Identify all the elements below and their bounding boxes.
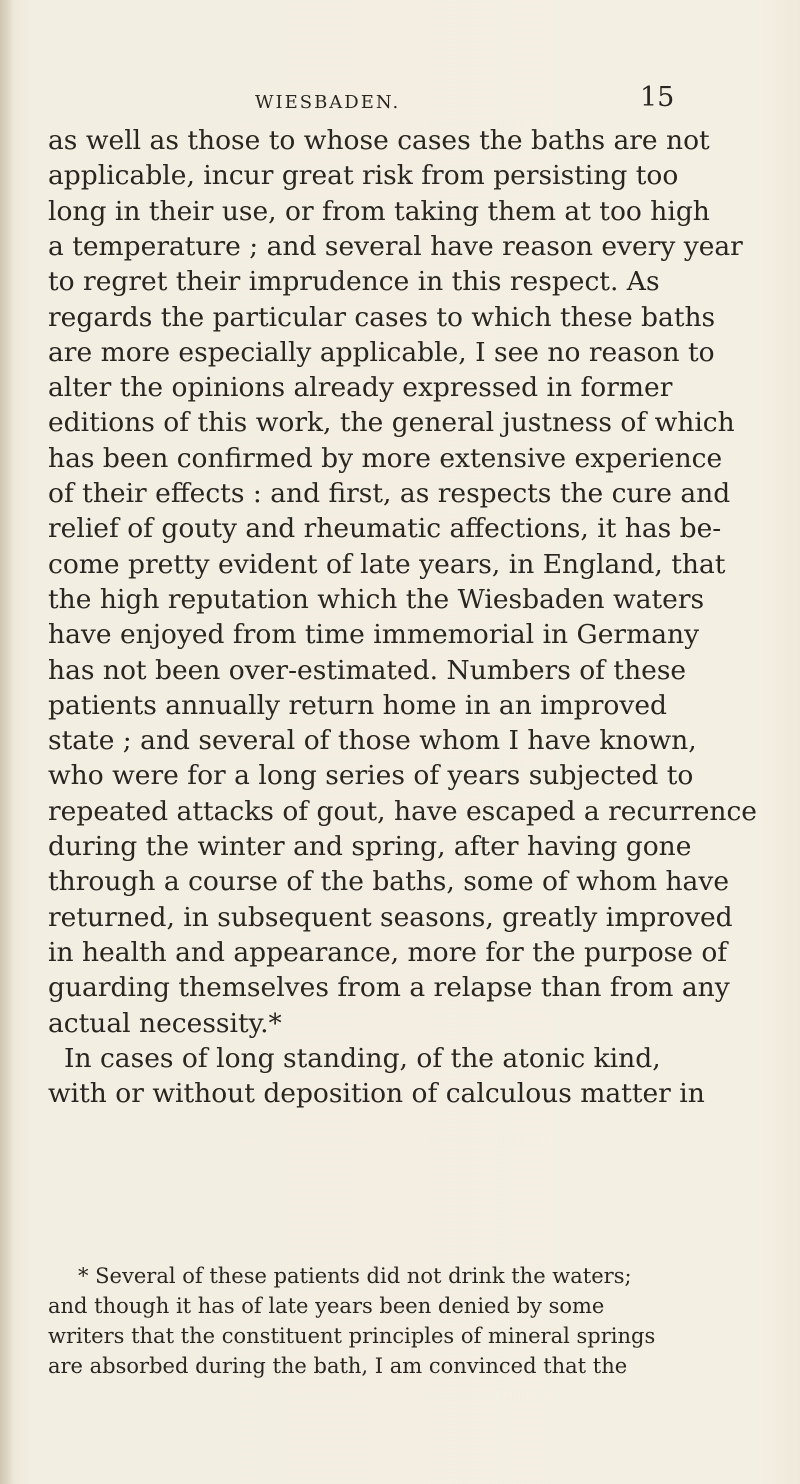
page-header <box>0 78 800 118</box>
body-line: long in their use, or from taking them at too high <box>48 195 710 227</box>
footnote-line: are absorbed during the bath, I am convinced that the <box>48 1354 628 1378</box>
body-line: regards the particular cases to which these baths <box>48 301 716 333</box>
body-line: patients annually return home in an improved <box>48 689 667 721</box>
running-head: WIESBADEN. <box>255 92 401 113</box>
body-line: repeated attacks of gout, have escaped a recurrence <box>48 795 757 827</box>
body-line: to regret their imprudence in this respect. As <box>48 266 660 298</box>
body-line: a temperature ; and several have reason every year <box>48 230 743 262</box>
spine-shadow <box>0 0 14 1484</box>
body-line: guarding themselves from a relapse than from any <box>48 972 730 1004</box>
body-line: actual necessity.* <box>48 1007 282 1039</box>
body-line: have enjoyed from time immemorial in Germany <box>48 619 700 651</box>
body-line: of their effects : and first, as respects the cure and <box>48 478 731 509</box>
footnote-line: and though it has of late years been denied by some <box>48 1294 605 1318</box>
body-line: alter the opinions already expressed in former <box>48 372 673 404</box>
body-line: has not been over-estimated. Numbers of these <box>48 654 687 686</box>
body-line: editions of this work, the general justness of which <box>48 407 735 439</box>
body-line: who were for a long series of years subjected to <box>48 760 694 792</box>
body-line: come pretty evident of late years, in England, that <box>48 548 726 580</box>
body-line: returned, in subsequent seasons, greatly improved <box>48 901 733 933</box>
body-line: state ; and several of those whom I have known, <box>48 725 697 757</box>
body-line: with or without deposition of calculous matter in <box>48 1078 705 1110</box>
body-line: relief of gouty and rheumatic affections, it has be- <box>48 513 722 545</box>
body-line: as well as those to whose cases the baths are not <box>48 125 710 156</box>
body-line: in health and appearance, more for the purpose of <box>48 936 728 968</box>
body-line: the high reputation which the Wiesbaden waters <box>48 583 705 615</box>
page-number: 15 <box>640 82 675 113</box>
body-line: are more especially applicable, I see no reason to <box>48 336 715 368</box>
body-line: during the winter and spring, after having gone <box>48 831 692 862</box>
footnote-line: writers that the constituent principles of mineral springs <box>48 1324 656 1348</box>
footnote-line: * Several of these patients did not drink the waters; <box>78 1264 632 1288</box>
body-line: has been confirmed by more extensive experience <box>48 442 723 474</box>
body-line: through a course of the baths, some of whom have <box>48 866 730 898</box>
body-line-indented: In cases of long standing, of the atonic kind, <box>64 1042 661 1074</box>
body-line: applicable, incur great risk from persisting too <box>48 160 679 192</box>
